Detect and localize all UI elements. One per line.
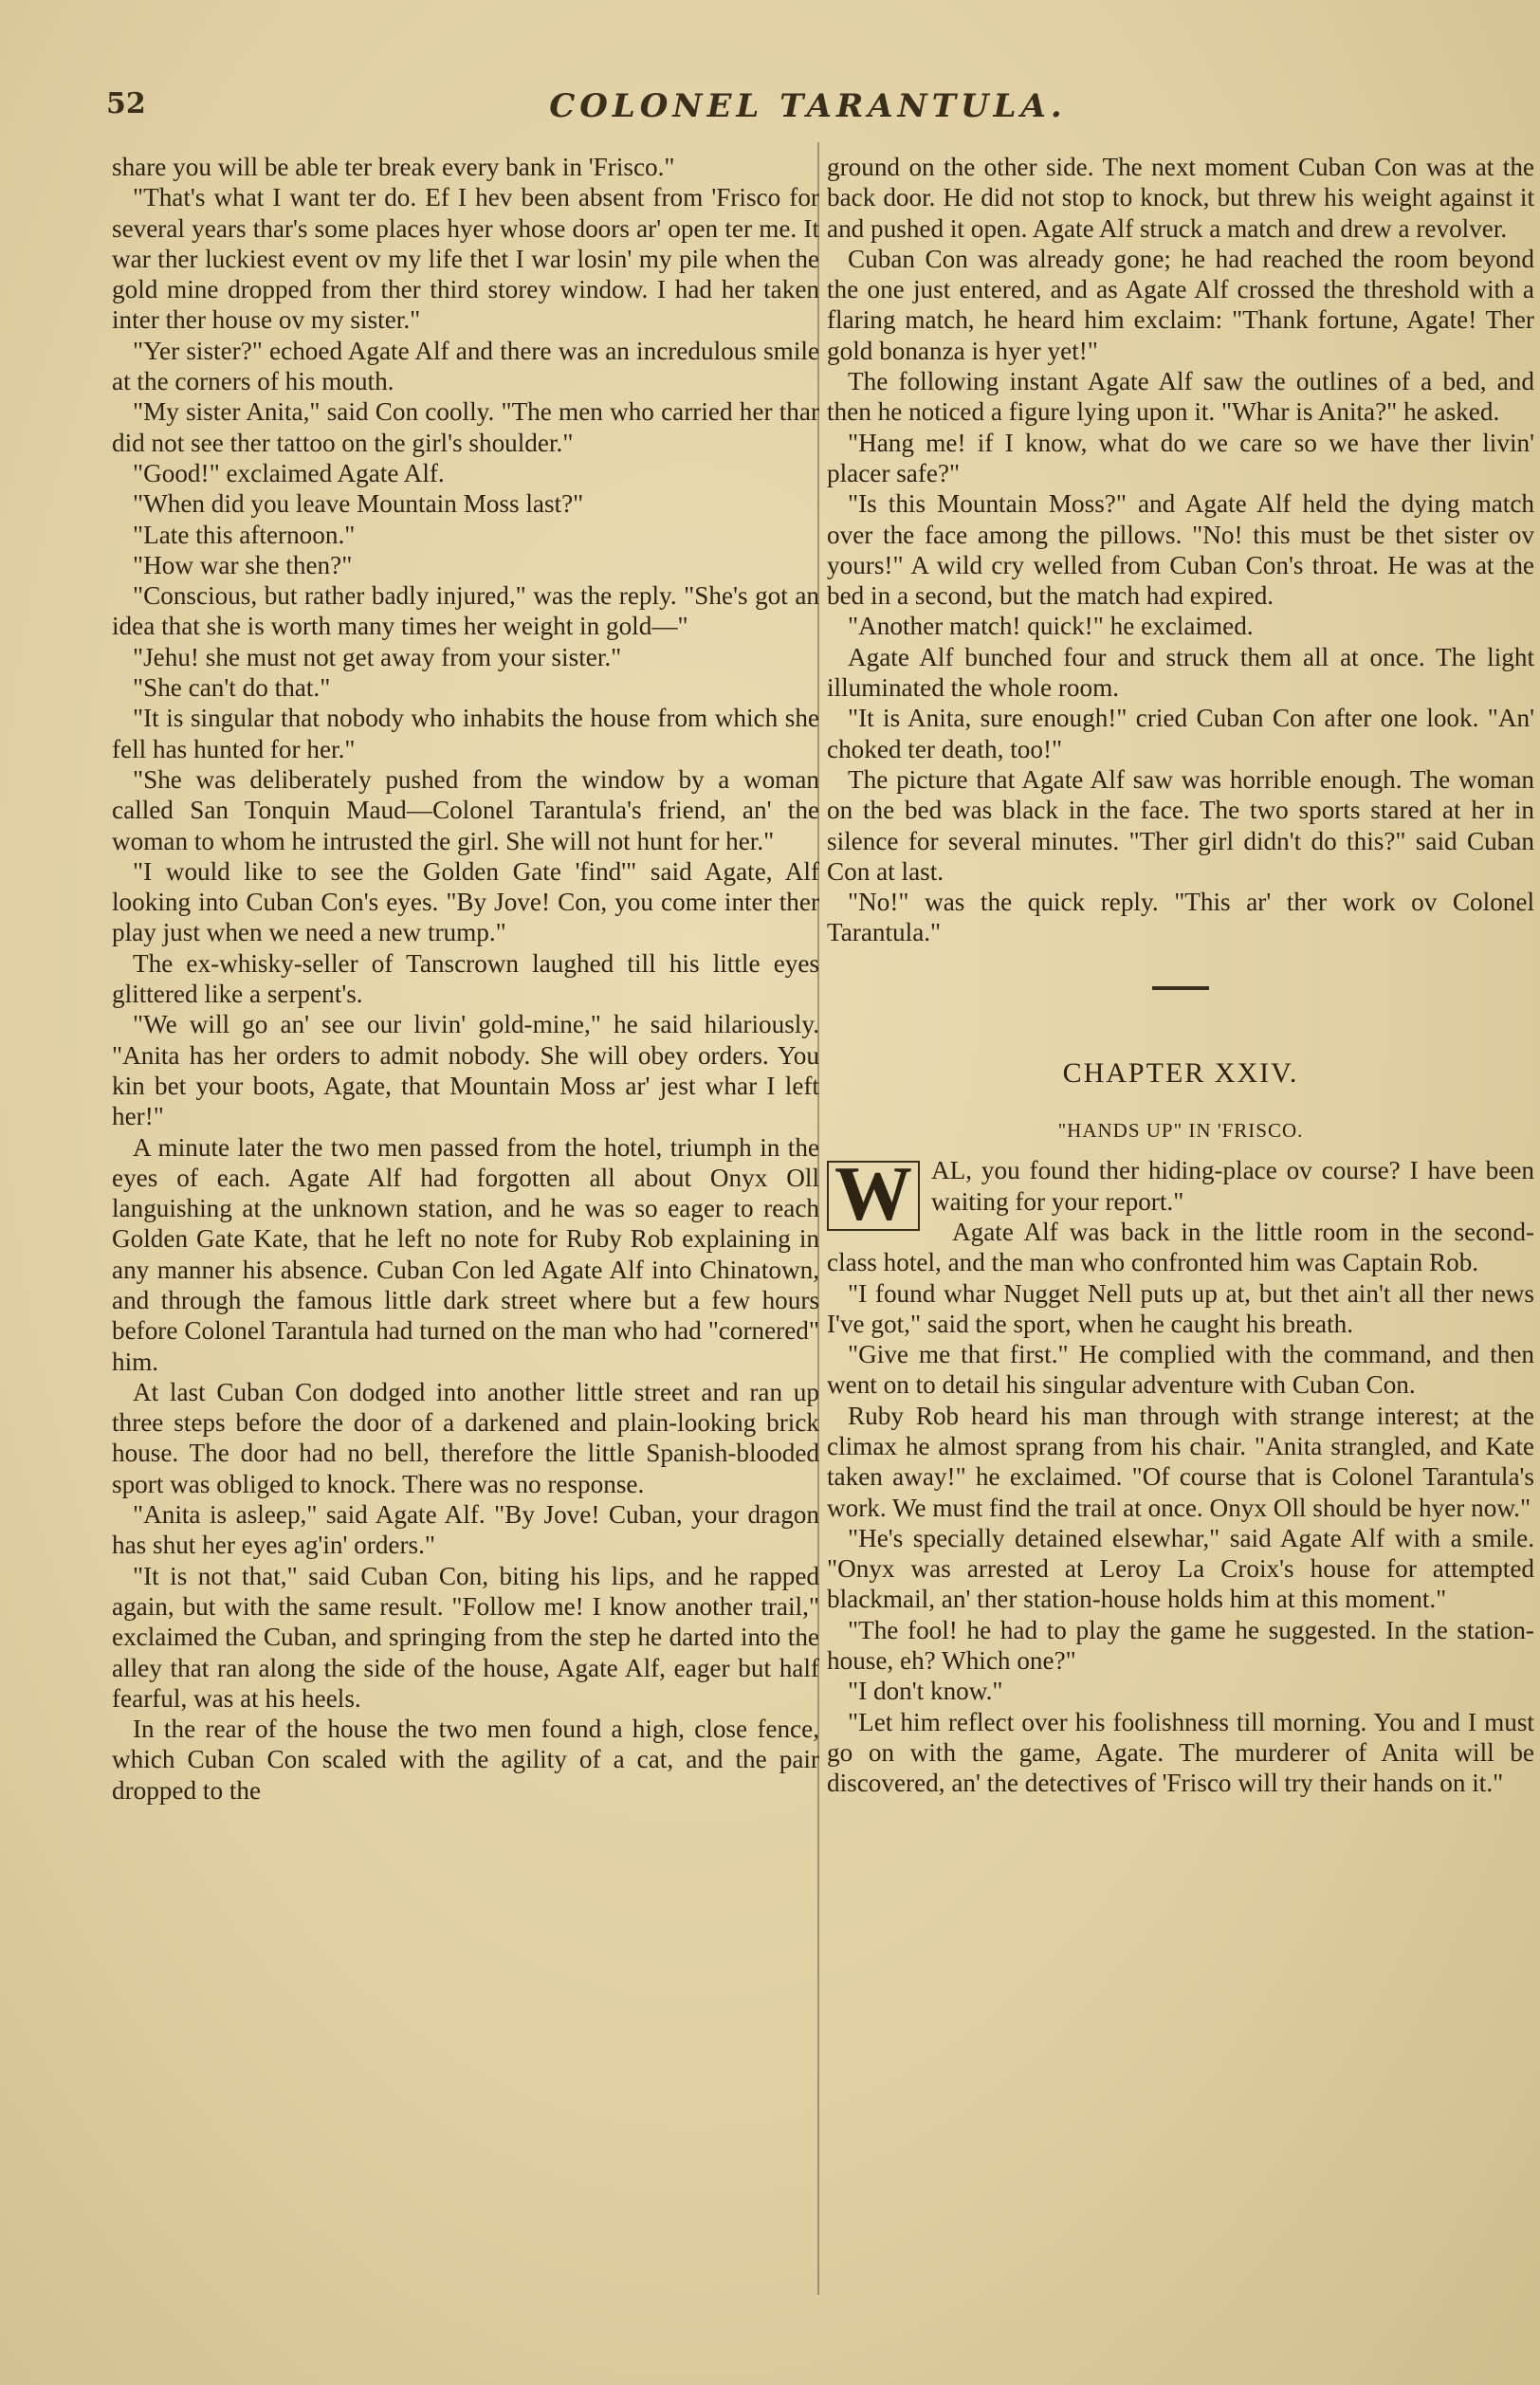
paragraph: "Hang me! if I know, what do we care so we have ther livin' placer safe?" bbox=[827, 428, 1534, 487]
paragraph: "Yer sister?" echoed Agate Alf and there was an incredulous smile at the corners of his mouth. bbox=[112, 336, 819, 396]
chapter-heading: CHAPTER XXIV. bbox=[1062, 1056, 1299, 1089]
paragraph: "I found whar Nugget Nell puts up at, but thet ain't all ther news I've got," said the sport, when he caught his breath. bbox=[827, 1278, 1534, 1338]
paragraph: "Anita is asleep," said Agate Alf. "By Jove! Cuban, your dragon has shut her eyes ag'in' orders." bbox=[112, 1500, 819, 1560]
paragraph: Cuban Con was already gone; he had reached the room beyond the one just entered, and as Agate Alf crossed the threshold with a flaring match, he heard him exclaim: "Thank fortune, Agate! Ther gold bonanza is hyer yet!" bbox=[827, 244, 1534, 365]
paragraph: "I don't know." bbox=[848, 1677, 1003, 1706]
paragraph: A minute later the two men passed from the hotel, triumph in the eyes of each. Agate Alf had forgotten all about Onyx Oll languishing at the unknown station, and he was so eager to reach Golden Gate Kate, that he left no note for Ruby Rob explaining in any manner his absence. Cuban Con led Agate Alf into Chinatown, and through the famous little dark street where but a few hours before Colonel Tarantula had turned on the man who had "cornered" him. bbox=[112, 1132, 819, 1376]
paragraph: "That's what I want ter do. Ef I hev been absent from 'Frisco for several years thar's some places hyer whose doors ar' open ter me. It war ther luckiest event ov my life thet I war losin' my pile when the gold mine dropped from ther third storey window. I had her taken inter ther house ov my sister." bbox=[112, 183, 819, 335]
paragraph: "I would like to see the Golden Gate 'find'" said Agate, Alf looking into Cuban Con's eyes. "By Jove! Con, you come inter ther play just when we need a new trump." bbox=[112, 856, 819, 947]
paragraph: "It is not that," said Cuban Con, biting his lips, and he rapped again, but with the same result. "Follow me! I know another trail," exclaimed the Cuban, and springing from the step he darted into the alley that ran along the side of the house, Agate Alf, eager but half fearful, was at his heels. bbox=[112, 1561, 819, 1713]
right-column bbox=[827, 152, 1534, 2333]
paragraph: "It is singular that nobody who inhabits the house from which she fell has hunted for her." bbox=[112, 704, 819, 763]
paragraph: "My sister Anita," said Con coolly. "The men who carried her thar did not see ther tattoo on the girl's shoulder." bbox=[112, 397, 819, 457]
page-header bbox=[106, 87, 1510, 131]
paragraph: Agate Alf bunched four and struck them all at once. The light illuminated the whole room. bbox=[827, 642, 1534, 703]
paragraph: "She was deliberately pushed from the window by a woman called San Tonquin Maud—Colonel Tarantula's friend, an' the woman to whom he intrusted the girl. She will not hunt for her." bbox=[112, 764, 819, 855]
paragraph: At last Cuban Con dodged into another little street and ran up three steps before the door of a darkened and plain-looking brick house. The door had no bell, therefore the little Spanish-blooded sport was obliged to knock. There was no response. bbox=[112, 1377, 819, 1498]
paragraph: "How war she then?" bbox=[133, 550, 353, 579]
paragraph: "When did you leave Mountain Moss last?" bbox=[133, 489, 584, 519]
paragraph: "Give me that first." He complied with the command, and then went on to detail his singular adventure with Cuban Con. bbox=[827, 1340, 1534, 1400]
paragraph: The ex-whisky-seller of Tanscrown laughed till his little eyes glittered like a serpent's. bbox=[112, 948, 819, 1009]
paragraph: In the rear of the house the two men found a high, close fence, which Cuban Con scaled with the agility of a cat, and the pair dropped to the bbox=[112, 1715, 819, 1805]
paragraph: "She can't do that." bbox=[133, 673, 331, 703]
paragraph: "Jehu! she must not get away from your sister." bbox=[133, 642, 622, 671]
opening-text: AL, you found ther hiding-place ov course? I have been waiting for your report." bbox=[931, 1156, 1534, 1216]
drop-cap: W bbox=[827, 1161, 920, 1231]
paragraph: The picture that Agate Alf saw was horrible enough. The woman on the bed was black in the face. The two sports stared at her in silence for several minutes. "Ther girl didn't do this?" said Cuban Con at last. bbox=[827, 764, 1534, 886]
paragraph: share you will be able ter break every bank in 'Frisco." bbox=[112, 153, 675, 181]
paragraph: "It is Anita, sure enough!" cried Cuban Con after one look. "An' choked ter death, too!" bbox=[827, 704, 1534, 763]
section-separator bbox=[1152, 986, 1209, 990]
running-title: COLONEL TARANTULA. bbox=[549, 87, 1067, 125]
paragraph: "Another match! quick!" he exclaimed. bbox=[848, 612, 1254, 641]
left-column bbox=[112, 152, 819, 2333]
paragraph: "Good!" exclaimed Agate Alf. bbox=[133, 458, 445, 487]
paragraph: Ruby Rob heard his man through with strange interest; at the climax he almost sprang from his chair. "Anita strangled, and Kate taken away!" he exclaimed. "Of course that is Colonel Tarantula's work. We must find the trail at once. Onyx Oll should be hyer now." bbox=[827, 1401, 1534, 1522]
paragraph: ground on the other side. The next moment Cuban Con was at the back door. He did not stop to knock, but threw his weight against it and pushed it open. Agate Alf struck a match and drew a revolver. bbox=[827, 153, 1534, 243]
paragraph: "We will go an' see our livin' gold-mine," he said hilariously. "Anita has her orders to admit nobody. She will obey orders. You kin bet your boots, Agate, that Mountain Moss ar' jest whar I left her!" bbox=[112, 1010, 819, 1131]
paragraph: The following instant Agate Alf saw the outlines of a bed, and then he noticed a figure lying upon it. "Whar is Anita?" he asked. bbox=[827, 367, 1534, 427]
page-number: 52 bbox=[106, 87, 146, 120]
paragraph: "Conscious, but rather badly injured," was the reply. "She's got an idea that she is worth many times her weight in gold—" bbox=[112, 581, 819, 641]
chapter-subtitle: "HANDS UP" IN 'FRISCO. bbox=[1057, 1119, 1304, 1143]
paragraph: Agate Alf was back in the little room in the second-class hotel, and the man who confronted him was Captain Rob. bbox=[827, 1217, 1534, 1277]
paragraph: "Is this Mountain Moss?" and Agate Alf held the dying match over the face among the pillows. "No! this must be thet sister ov yours!" A wild cry welled from Cuban Con's throat. He was at the bed in a second, but the match had expired. bbox=[827, 489, 1534, 611]
paragraph: "Let him reflect over his foolishness till morning. You and I must go on with the game, Agate. The murderer of Anita will be discovered, an' the detectives of 'Frisco will try their hands on it." bbox=[827, 1707, 1534, 1798]
paragraph: "Late this afternoon." bbox=[133, 520, 356, 549]
paragraph: "The fool! he had to play the game he suggested. In the station-house, eh? Which one?" bbox=[827, 1615, 1534, 1676]
paragraph: "No!" was the quick reply. "This ar' ther work ov Colonel Tarantula." bbox=[827, 888, 1534, 947]
chapter-opening-paragraph bbox=[827, 1150, 1534, 1238]
paragraph: "He's specially detained elsewhar," said Agate Alf with a smile. "Onyx was arrested at Leroy La Croix's house for attempted blackmail, an' ther station-house holds him at this moment." bbox=[827, 1523, 1534, 1614]
